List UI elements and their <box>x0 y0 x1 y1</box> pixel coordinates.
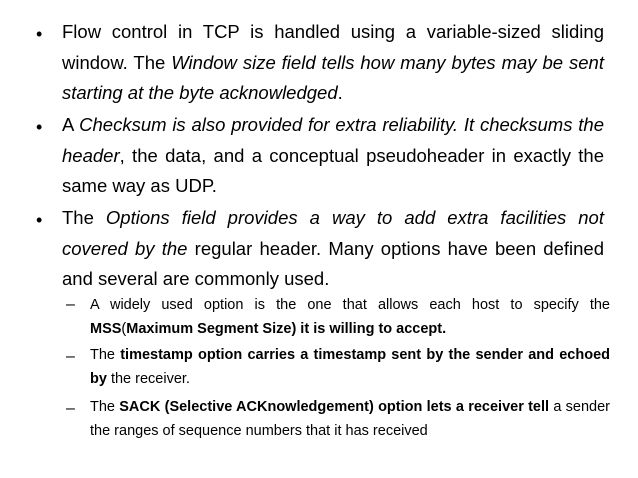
bullet-text: regular header. Many options have been defined and several are commonly used. <box>62 237 604 289</box>
bullet-text: A <box>62 114 80 135</box>
sub-bullet-text-bold: timestamp option carries a timestamp sent by the sender and echoed by <box>90 347 611 387</box>
sub-bullet-marker: – <box>66 400 75 417</box>
bullet-text: Flow control in TCP is handled using a variable-sized sliding window. The <box>62 21 604 73</box>
bullet-text: . <box>337 82 343 103</box>
bullet-paragraph-checksum <box>62 110 604 202</box>
bullet-text-italic: Options field provides a way to add extra facilities not covered by the <box>62 207 604 259</box>
bullet-text-italic: Checksum is also provided for extra reliability. It checksums the header <box>62 114 604 166</box>
bullet-text-italic: Window size field tells how many bytes may be sent starting at the byte acknowledged <box>62 51 604 103</box>
sub-bullet-text-bold: Maximum Segment Size) it is willing to accept. <box>126 321 447 337</box>
sub-bullet-text: the receiver. <box>106 371 190 387</box>
sub-bullet-mss <box>90 293 610 341</box>
sub-bullet-sack <box>90 395 610 443</box>
sub-bullet-text-bold: SACK (Selective ACKnowledgement) option lets a receiver tell <box>119 399 550 415</box>
bullet-paragraph-flow-control <box>62 17 604 109</box>
sub-bullet-text: a sender the ranges of sequence numbers that it has received <box>90 399 610 439</box>
sub-bullet-text: A widely used option is the one that allows each host to specify the <box>90 297 610 313</box>
bullet-marker: • <box>36 24 43 44</box>
sub-bullet-timestamp <box>90 343 610 391</box>
bullet-text: The <box>62 207 106 228</box>
bullet-marker: • <box>36 117 43 137</box>
sub-bullet-marker: – <box>66 348 75 365</box>
bullet-marker: • <box>36 210 43 230</box>
sub-bullet-marker: – <box>66 296 75 313</box>
sub-bullet-text: The <box>90 399 120 415</box>
sub-bullet-text: The <box>90 347 121 363</box>
bullet-text: , the data, and a conceptual pseudoheader in exactly the same way as UDP. <box>62 144 604 196</box>
bullet-paragraph-options <box>62 203 604 295</box>
sub-bullet-text-bold: MSS <box>90 321 122 337</box>
sub-bullet-text: ( <box>121 321 127 337</box>
